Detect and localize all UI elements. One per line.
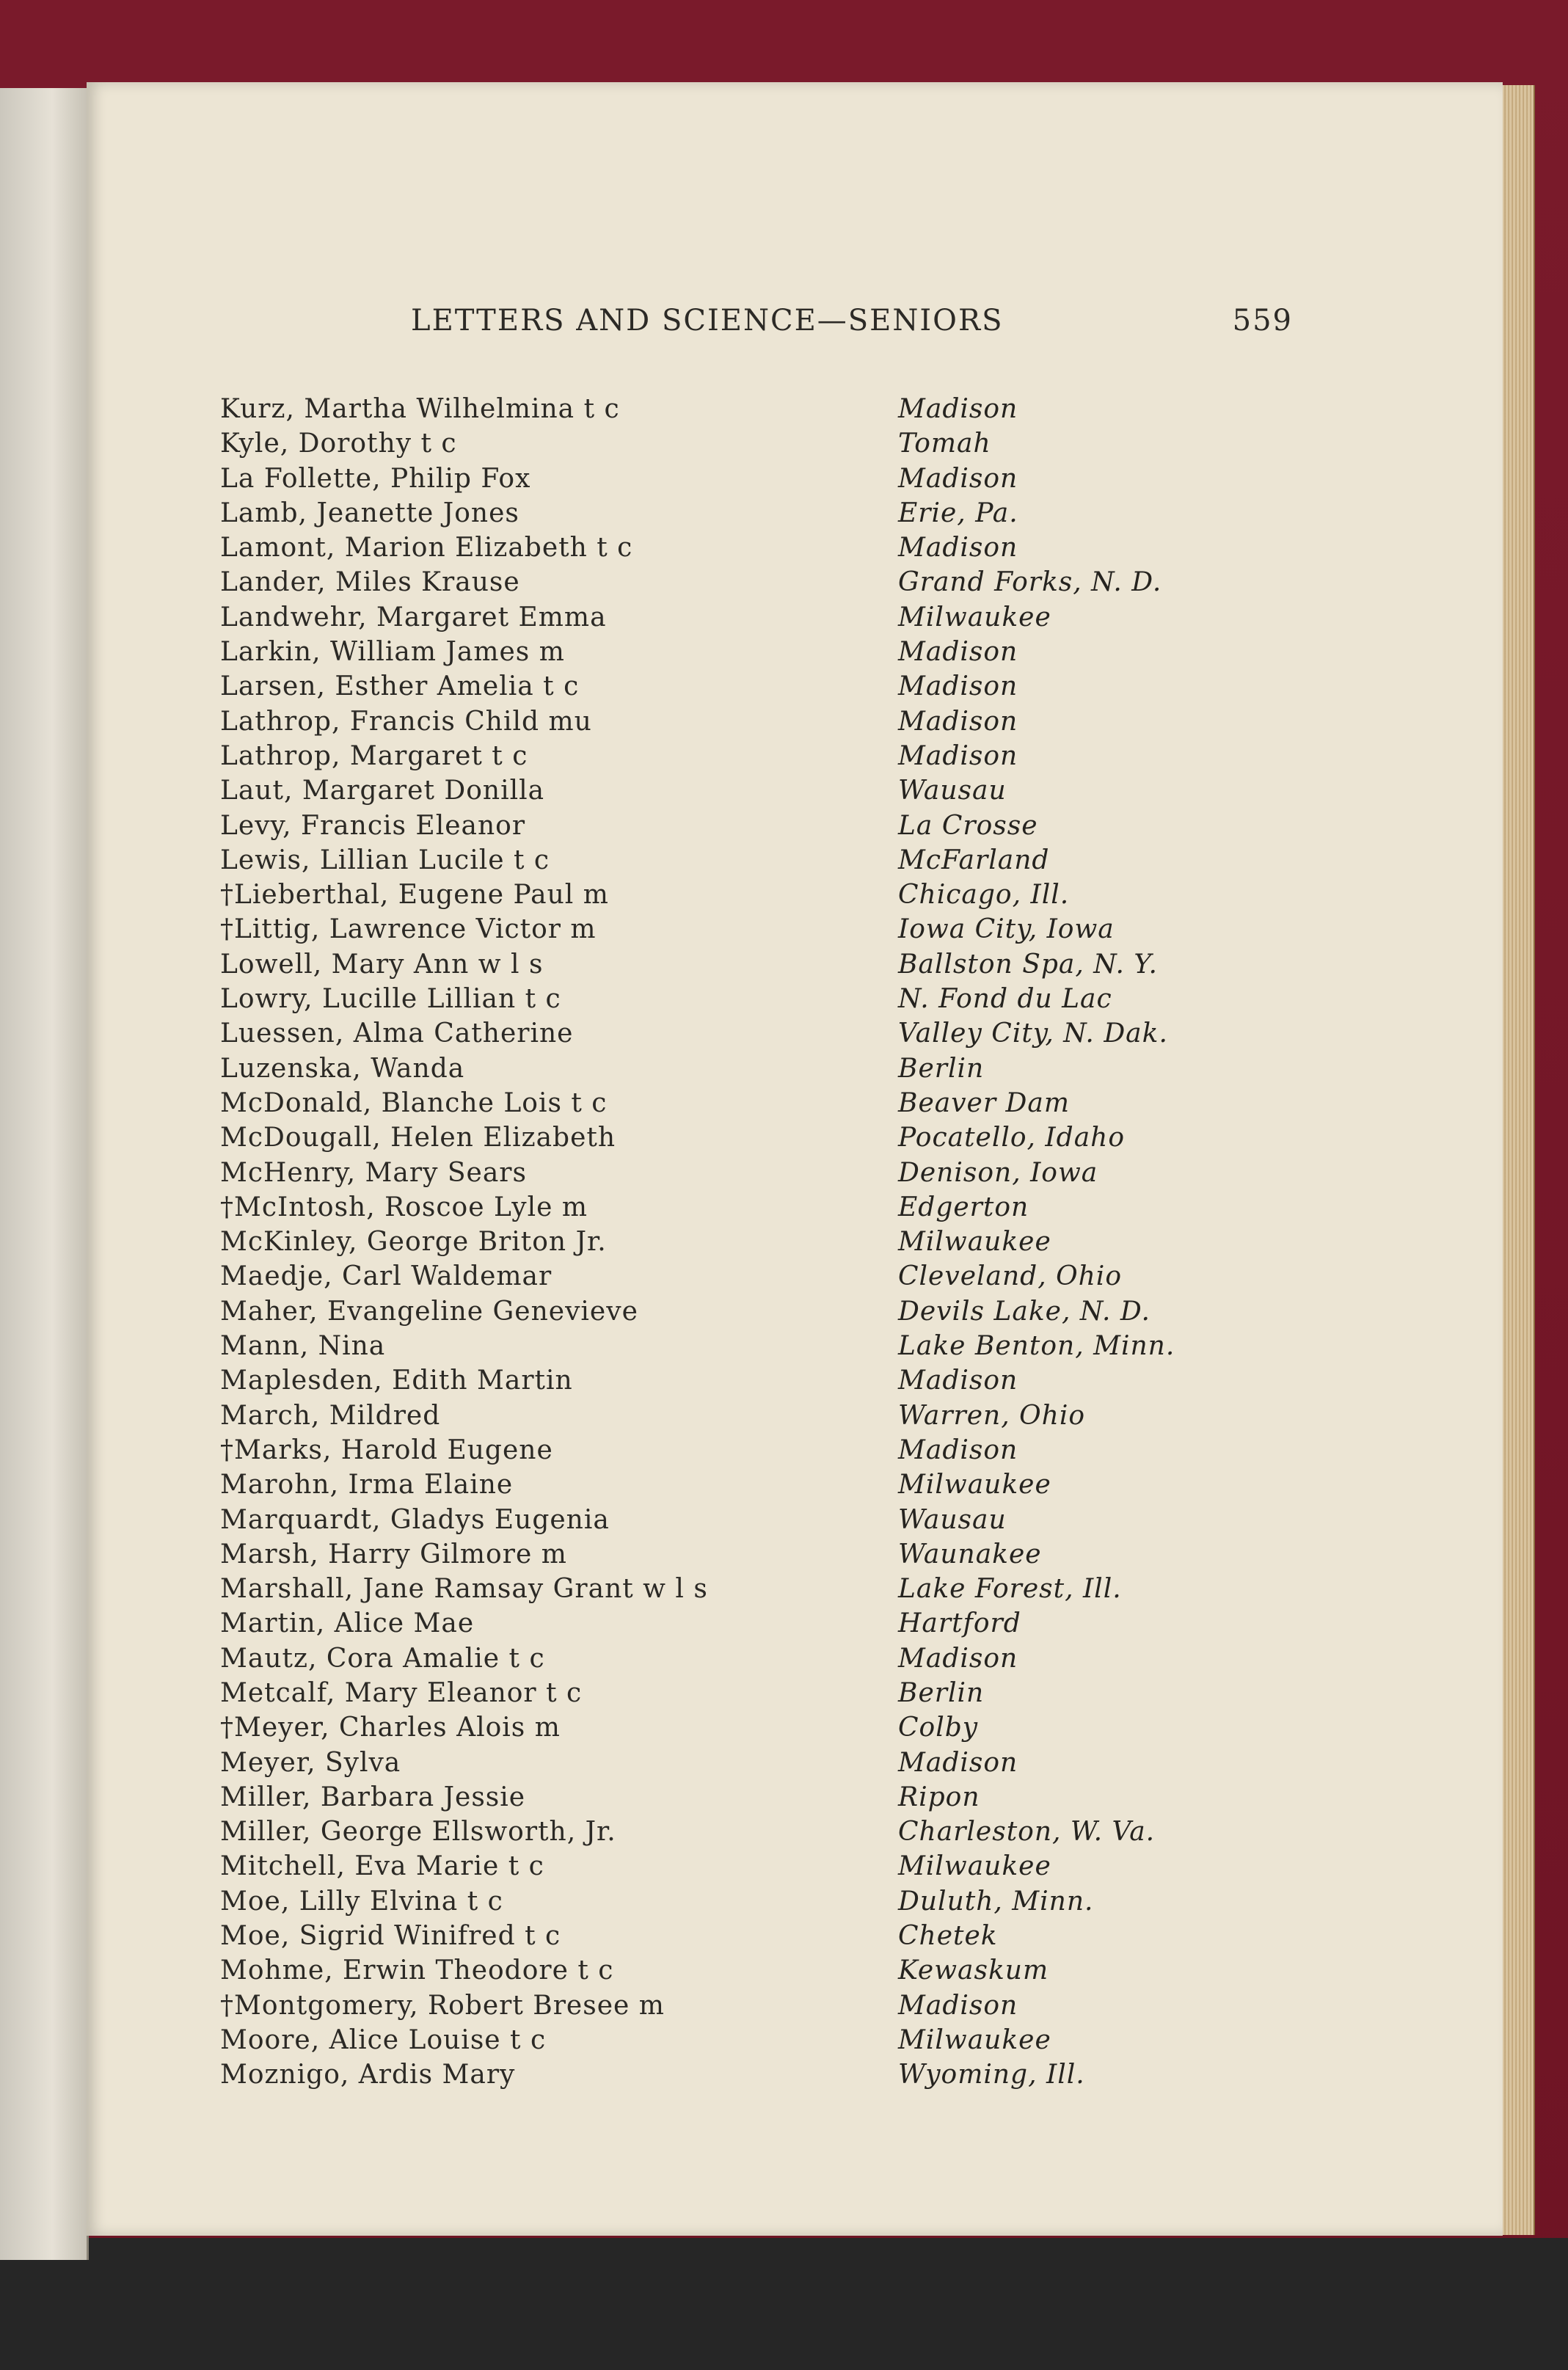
hometown: N. Fond du Lac [898, 984, 1112, 1015]
student-name: Moe, Sigrid Winifred t c [220, 1921, 561, 1952]
hometown: Lake Benton, Minn. [898, 1331, 1175, 1362]
hometown: Denison, Iowa [898, 1157, 1098, 1188]
hometown: Charleston, W. Va. [898, 1817, 1156, 1848]
page-block-edges [1503, 85, 1535, 2235]
hometown: Madison [898, 1366, 1018, 1396]
roster-row [220, 843, 1247, 878]
student-name: Marshall, Jane Ramsay Grant w l s [220, 1574, 708, 1605]
hometown: Ballston Spa, N. Y. [898, 949, 1158, 980]
student-name: Moore, Alice Louise t c [220, 2024, 547, 2055]
roster-row [220, 1572, 1247, 1606]
roster-row [220, 600, 1247, 635]
student-name: Luessen, Alma Catherine [220, 1018, 574, 1049]
roster-row [220, 912, 1247, 947]
roster-row [220, 1399, 1247, 1433]
roster-row [220, 426, 1247, 461]
roster-row [220, 565, 1247, 599]
student-name: †Littig, Lawrence Victor m [220, 914, 597, 945]
roster-row [220, 1016, 1247, 1051]
hometown: Iowa City, Iowa [898, 914, 1115, 945]
hometown: Madison [898, 637, 1018, 668]
student-name: Luzenska, Wanda [220, 1053, 465, 1084]
roster-row [220, 1953, 1247, 1988]
student-name: Maplesden, Edith Martin [220, 1366, 573, 1396]
hometown: Hartford [898, 1608, 1021, 1639]
roster-row [220, 1780, 1247, 1815]
hometown: Chetek [898, 1921, 998, 1952]
student-name: McDougall, Helen Elizabeth [220, 1123, 616, 1153]
hometown: Duluth, Minn. [898, 1886, 1094, 1917]
hometown: Wyoming, Ill. [898, 2060, 1085, 2090]
roster-row [220, 2023, 1247, 2057]
student-name: Mohme, Erwin Theodore t c [220, 1955, 614, 1986]
hometown: Berlin [898, 1677, 985, 1708]
roster-row [220, 1190, 1247, 1225]
roster-row [220, 496, 1247, 530]
hometown: Madison [898, 1990, 1018, 2021]
roster-row [220, 1537, 1247, 1572]
student-name: Lamb, Jeanette Jones [220, 497, 519, 528]
student-name: Larsen, Esther Amelia t c [220, 671, 580, 702]
hometown: Tomah [898, 429, 991, 459]
hometown: Edgerton [898, 1192, 1029, 1222]
roster-row [220, 704, 1247, 739]
student-name: Miller, George Ellsworth, Jr. [220, 1817, 616, 1848]
student-name: Moznigo, Ardis Mary [220, 2060, 516, 2090]
student-roster [220, 392, 1247, 2093]
hometown: Waunakee [898, 1539, 1042, 1569]
hometown: Chicago, Ill. [898, 880, 1070, 911]
student-name: Moe, Lilly Elvina t c [220, 1886, 503, 1917]
hometown: Milwaukee [898, 602, 1051, 632]
student-name: Maedje, Carl Waldemar [220, 1261, 553, 1292]
hometown: Madison [898, 533, 1018, 564]
roster-row [220, 1259, 1247, 1294]
student-name: Maher, Evangeline Genevieve [220, 1296, 638, 1327]
hometown: Madison [898, 1643, 1018, 1674]
student-name: Meyer, Sylva [220, 1747, 401, 1778]
roster-row [220, 1884, 1247, 1919]
student-name: Kyle, Dorothy t c [220, 429, 457, 459]
hometown: Madison [898, 394, 1018, 424]
hometown: Wausau [898, 776, 1007, 806]
hometown: Milwaukee [898, 1470, 1051, 1501]
hometown: Pocatello, Idaho [898, 1123, 1126, 1153]
roster-row [220, 1467, 1247, 1502]
roster-row [220, 1919, 1247, 1953]
roster-row [220, 1329, 1247, 1363]
student-name: McKinley, George Briton Jr. [220, 1227, 607, 1258]
student-name: Metcalf, Mary Eleanor t c [220, 1677, 583, 1708]
facing-page-edge [0, 88, 89, 2260]
roster-row [220, 392, 1247, 426]
student-name: Mann, Nina [220, 1331, 386, 1362]
student-name: Marohn, Irma Elaine [220, 1470, 514, 1501]
student-name: †McIntosh, Roscoe Lyle m [220, 1192, 588, 1222]
roster-row [220, 739, 1247, 773]
hometown: Warren, Ohio [898, 1400, 1086, 1431]
background-surface [0, 2238, 1568, 2370]
student-name: Larkin, William James m [220, 637, 565, 668]
student-name: Lowry, Lucille Lillian t c [220, 984, 561, 1015]
roster-row [220, 1606, 1247, 1641]
student-name: Lander, Miles Krause [220, 567, 520, 598]
hometown: Beaver Dam [898, 1087, 1070, 1118]
student-name: McHenry, Mary Sears [220, 1157, 527, 1188]
roster-row [220, 1676, 1247, 1710]
student-name: Martin, Alice Mae [220, 1608, 475, 1639]
roster-row [220, 635, 1247, 669]
roster-row [220, 1086, 1247, 1120]
student-name: Miller, Barbara Jessie [220, 1782, 526, 1812]
roster-row [220, 1156, 1247, 1190]
running-header-title: LETTERS AND SCIENCE—SENIORS [411, 304, 1004, 338]
hometown: Madison [898, 706, 1018, 737]
student-name: †Montgomery, Robert Bresee m [220, 1990, 665, 2021]
roster-row [220, 1503, 1247, 1537]
roster-row [220, 878, 1247, 912]
student-name: March, Mildred [220, 1400, 441, 1431]
hometown: Colby [898, 1713, 979, 1743]
student-name: Levy, Francis Eleanor [220, 810, 526, 841]
hometown: Ripon [898, 1782, 980, 1812]
student-name: Lathrop, Margaret t c [220, 740, 528, 771]
roster-row [220, 1849, 1247, 1884]
roster-row [220, 1710, 1247, 1745]
student-name: Marsh, Harry Gilmore m [220, 1539, 567, 1569]
roster-row [220, 1988, 1247, 2023]
student-name: Mitchell, Eva Marie t c [220, 1851, 544, 1882]
hometown: Cleveland, Ohio [898, 1261, 1122, 1292]
student-name: Kurz, Martha Wilhelmina t c [220, 394, 620, 424]
student-name: Mautz, Cora Amalie t c [220, 1643, 545, 1674]
hometown: Madison [898, 463, 1018, 494]
roster-row [220, 947, 1247, 982]
hometown: McFarland [898, 845, 1050, 875]
student-name: Lewis, Lillian Lucile t c [220, 845, 550, 875]
student-name: †Lieberthal, Eugene Paul m [220, 880, 609, 911]
student-name: Laut, Margaret Donilla [220, 776, 545, 806]
roster-row [220, 1363, 1247, 1398]
hometown: Grand Forks, N. D. [898, 567, 1162, 598]
hometown: Devils Lake, N. D. [898, 1296, 1151, 1327]
hometown: Kewaskum [898, 1955, 1049, 1986]
hometown: Milwaukee [898, 1227, 1051, 1258]
student-name: La Follette, Philip Fox [220, 463, 531, 494]
student-name: Lowell, Mary Ann w l s [220, 949, 544, 980]
roster-row [220, 1225, 1247, 1259]
roster-row [220, 2057, 1247, 2092]
roster-row [220, 1051, 1247, 1086]
roster-row [220, 1641, 1247, 1676]
page-number: 559 [1232, 304, 1293, 338]
student-name: †Meyer, Charles Alois m [220, 1713, 561, 1743]
roster-row [220, 982, 1247, 1016]
hometown: Berlin [898, 1053, 985, 1084]
student-name: Marquardt, Gladys Eugenia [220, 1504, 610, 1535]
hometown: Wausau [898, 1504, 1007, 1535]
student-name: †Marks, Harold Eugene [220, 1434, 553, 1465]
hometown: Madison [898, 1747, 1018, 1778]
roster-row [220, 1433, 1247, 1467]
student-name: McDonald, Blanche Lois t c [220, 1087, 608, 1118]
hometown: La Crosse [898, 810, 1038, 841]
hometown: Madison [898, 740, 1018, 771]
roster-row [220, 530, 1247, 565]
roster-row [220, 1294, 1247, 1329]
hometown: Madison [898, 671, 1018, 702]
hometown: Valley City, N. Dak. [898, 1018, 1168, 1049]
hometown: Madison [898, 1434, 1018, 1465]
student-name: Lamont, Marion Elizabeth t c [220, 533, 633, 564]
roster-row [220, 669, 1247, 704]
roster-row [220, 809, 1247, 843]
hometown: Milwaukee [898, 1851, 1051, 1882]
hometown: Lake Forest, Ill. [898, 1574, 1122, 1605]
hometown: Erie, Pa. [898, 497, 1018, 528]
hometown: Milwaukee [898, 2024, 1051, 2055]
student-name: Lathrop, Francis Child mu [220, 706, 592, 737]
roster-row [220, 1746, 1247, 1780]
roster-row [220, 462, 1247, 496]
roster-row [220, 1120, 1247, 1155]
student-name: Landwehr, Margaret Emma [220, 602, 607, 632]
roster-row [220, 1815, 1247, 1849]
roster-row [220, 773, 1247, 808]
